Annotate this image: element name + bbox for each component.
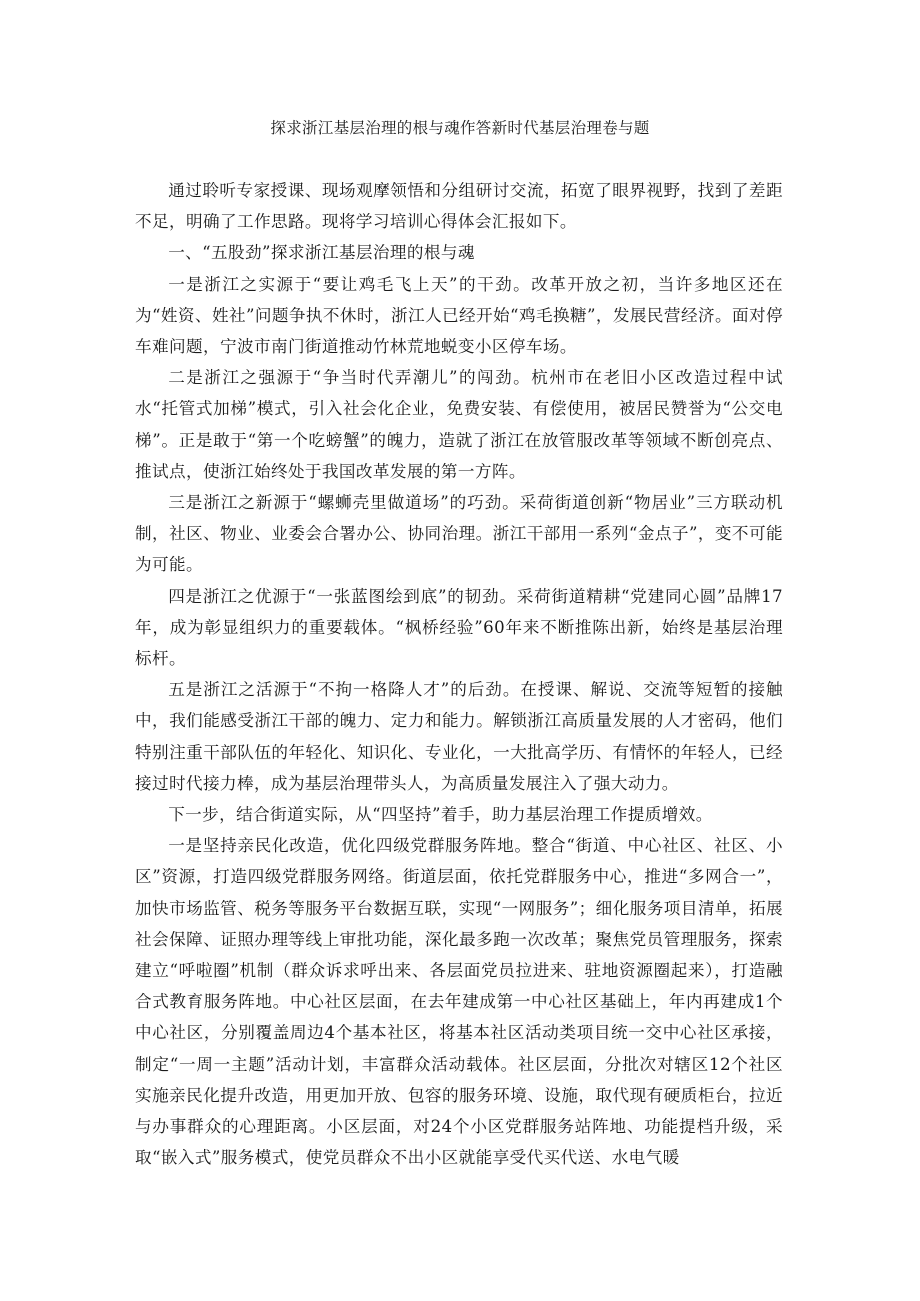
paragraph-second-point: 二是浙江之强源于“争当时代弄潮儿”的闯劲。杭州市在老旧小区改造过程中试水“托管式加梯”模式，引入社会化企业，免费安装、有偿使用，被居民赞誉为“公交电梯”。正是敢于“第一个吃螃蟹”的魄力，造就了浙江在放管服改革等领域不断创亮点、推试点，使浙江始终处于我国改革发展的第一方阵。 — [135, 368, 783, 481]
paragraph-first-point: 一是浙江之实源于“要让鸡毛飞上天”的干劲。改革开放之初，当许多地区还在为“姓资、姓社”问题争执不休时，浙江人已经开始“鸡毛换糖”，发展民营经济。面对停车难问题，宁波市南门街道推动竹林荒地蜕变小区停车场。 — [135, 274, 783, 357]
paragraph-fourth-point: 四是浙江之优源于“一张蓝图绘到底”的韧劲。采荷街道精耕“党建同心圆”品牌17年，成为彰显组织力的重要载体。“枫桥经验”60年来不断推陈出新，始终是基层治理标杆。 — [135, 586, 783, 669]
intro-paragraph: 通过聆听专家授课、现场观摩领悟和分组研讨交流，拓宽了眼界视野，找到了差距不足，明确了工作思路。现将学习培训心得体会汇报如下。 — [135, 181, 783, 232]
section-heading-1: 一、“五股劲”探求浙江基层治理的根与魂 — [168, 243, 475, 263]
document-body — [135, 175, 783, 1174]
paragraph-first-measure: 一是坚持亲民化改造，优化四级党群服务阵地。整合“街道、中心社区、社区、小区”资源，打造四级党群服务网络。街道层面，依托党群服务中心，推进“多网合一”，加快市场监管、税务等服务平台数据互联，实现“一网服务”；细化服务项目清单，拓展社会保障、证照办理等线上审批功能，深化最多跑一次改革；聚焦党员管理服务，探索建立“呼啦圈”机制（群众诉求呼出来、各层面党员拉进来、驻地资源圈起来），打造融合式教育服务阵地。中心社区层面，在去年建成第一中心社区基础上，年内再建成1个中心社区，分别覆盖周边4个基本社区，将基本社区活动类项目统一交中心社区承接，制定“一周一主题”活动计划，丰富群众活动载体。社区层面，分批次对辖区12个社区实施亲民化提升改造，用更加开放、包容的服务环境、设施，取代现有硬质柜台，拉近与办事群众的心理距离。小区层面，对24个小区党群服务站阵地、功能提档升级，采取“嵌入式”服务模式，使党员群众不出小区就能享受代买代送、水电气暖 — [135, 836, 783, 1168]
next-steps-paragraph: 下一步，结合街道实际，从“四坚持”着手，助力基层治理工作提质增效。 — [168, 805, 713, 825]
paragraph-third-point: 三是浙江之新源于“螺蛳壳里做道场”的巧劲。采荷街道创新“物居业”三方联动机制，社区、物业、业委会合署办公、协同治理。浙江干部用一系列“金点子”，变不可能为可能。 — [135, 493, 783, 575]
paragraph-fifth-point: 五是浙江之活源于“不拘一格降人才”的后劲。在授课、解说、交流等短暂的接触中，我们能感受浙江干部的魄力、定力和能力。解锁浙江高质量发展的人才密码，他们特别注重干部队伍的年轻化、知识化、专业化，一大批高学历、有情怀的年轻人，已经接过时代接力棒，成为基层治理带头人，为高质量发展注入了强大动力。 — [135, 680, 783, 793]
document-title: 探求浙江基层治理的根与魂作答新时代基层治理卷与题 — [270, 119, 650, 137]
